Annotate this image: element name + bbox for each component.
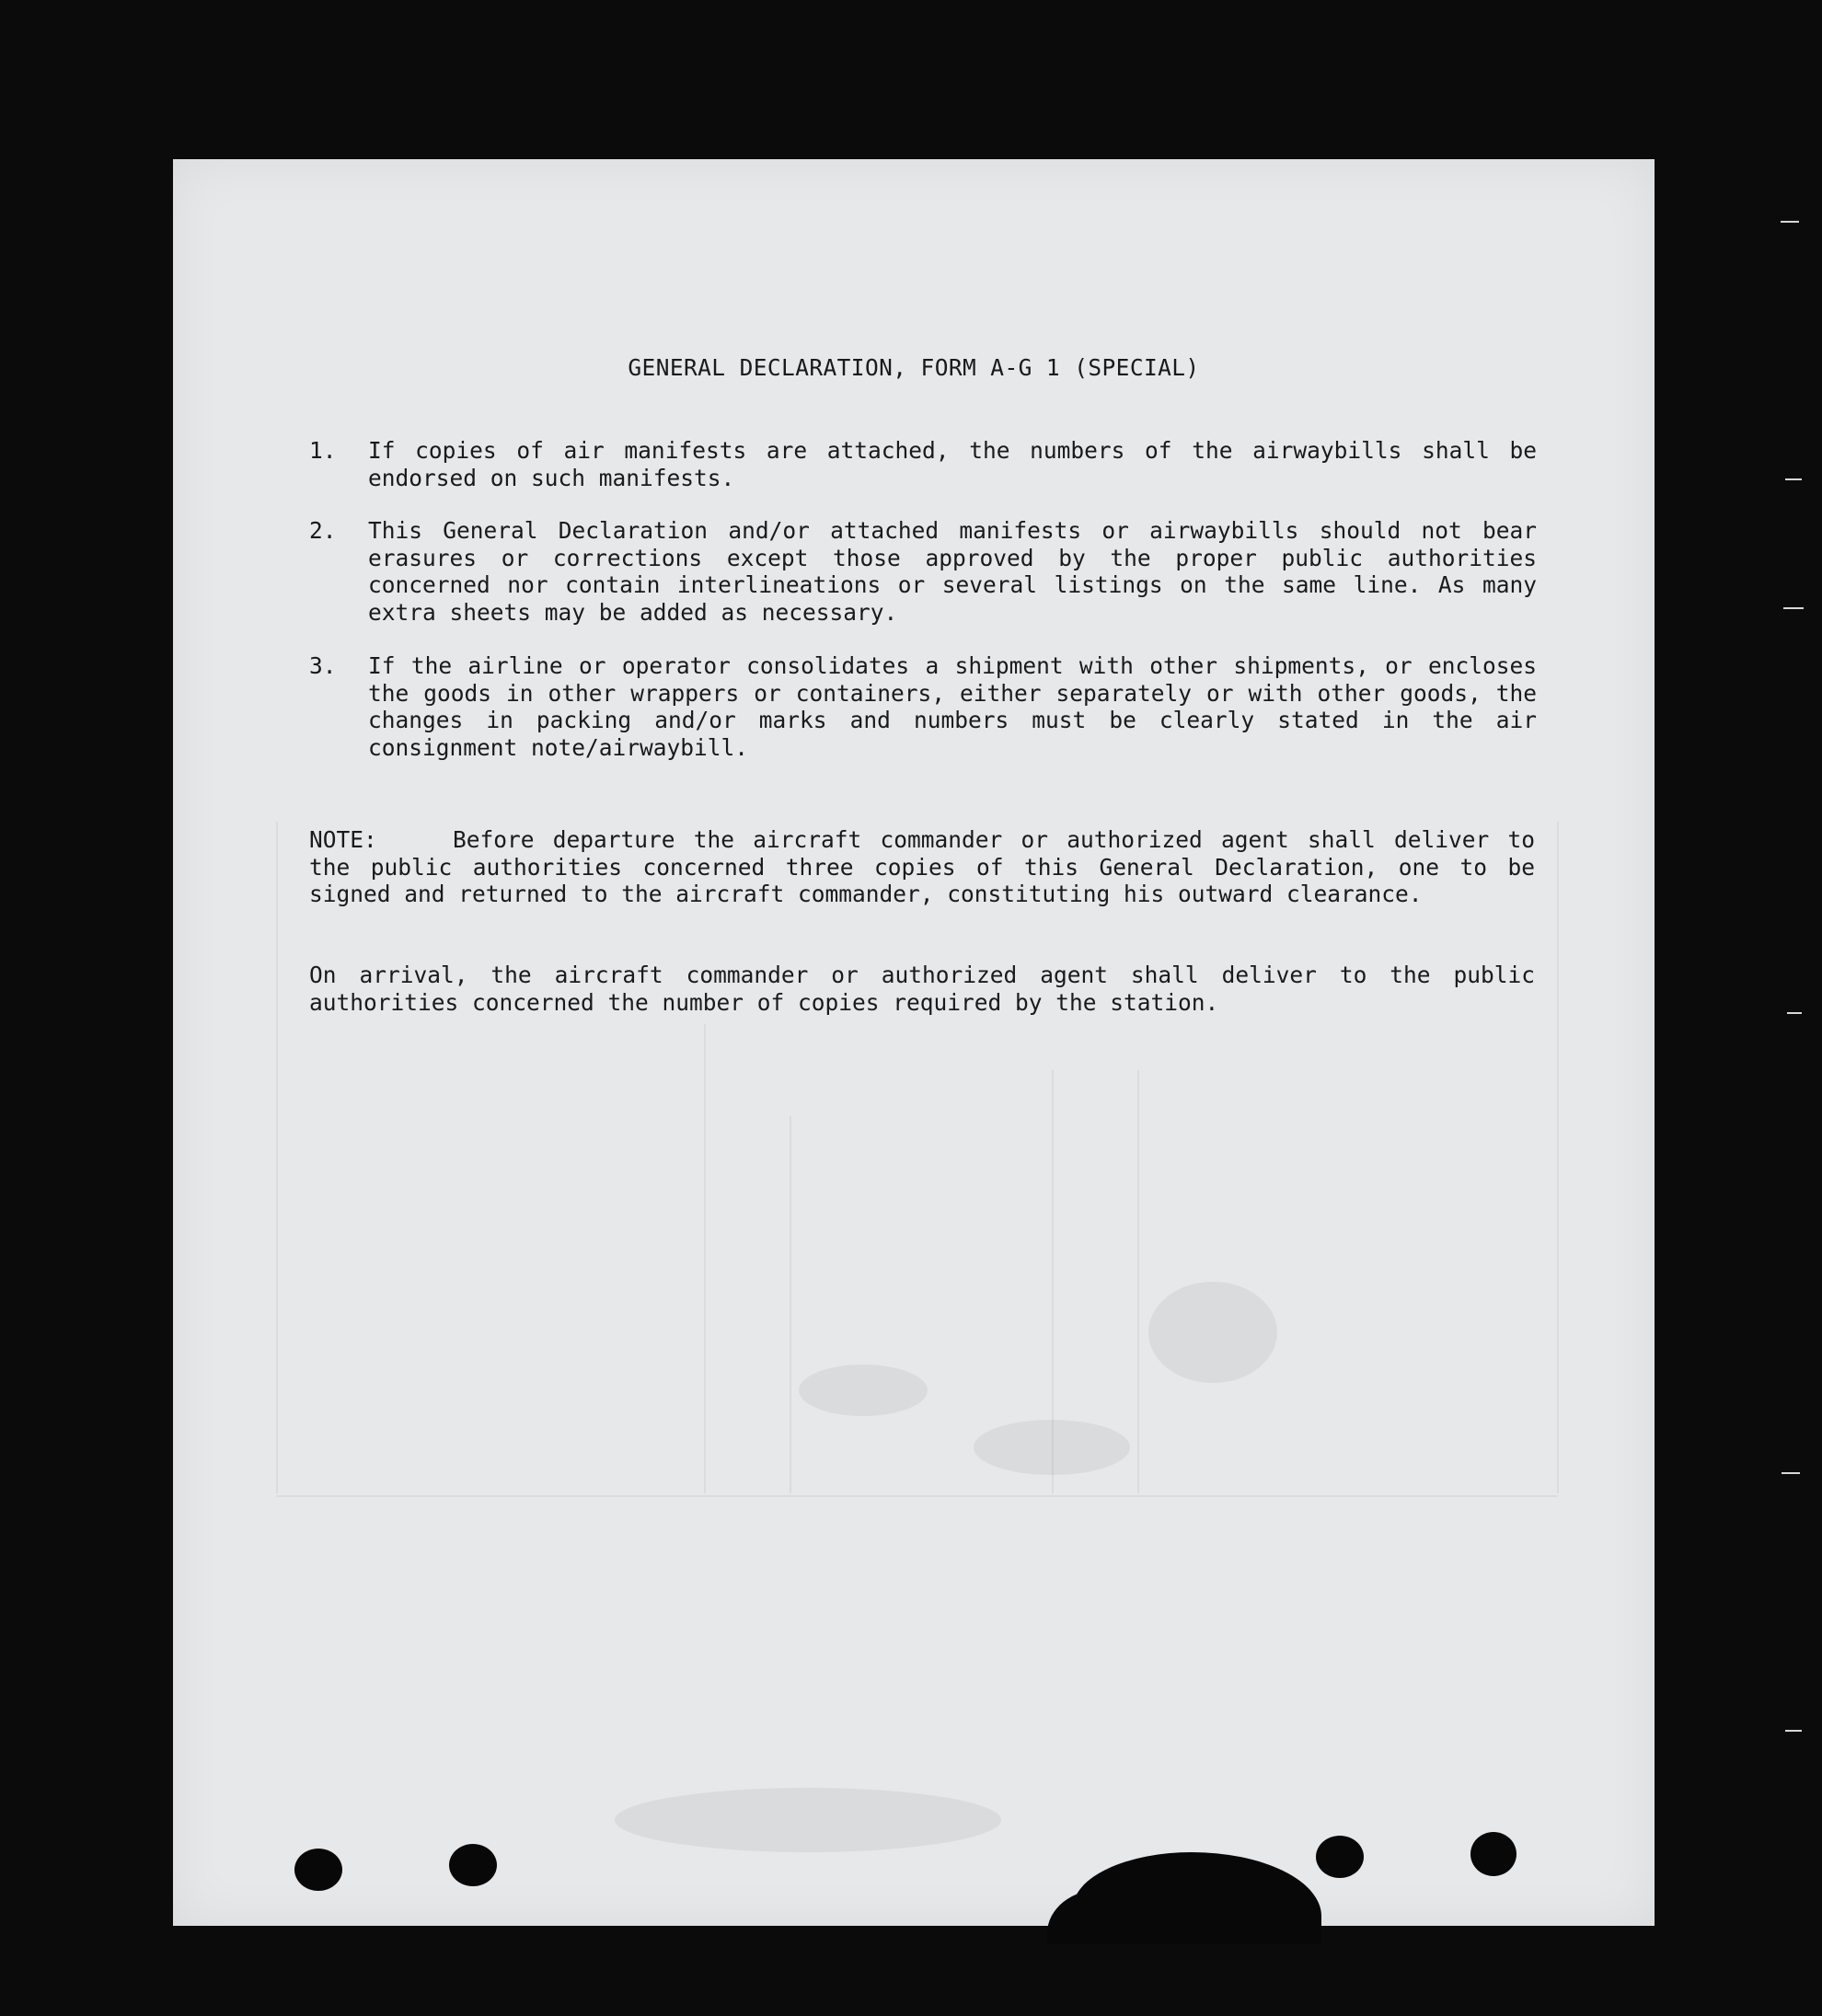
scan-edge-mark [1785, 478, 1802, 480]
bleed-through-line [276, 1495, 1557, 1497]
note-text: Before departure the aircraft commander or authorized agent shall deliver to the public authorities concerned three copies of this General Declaration, one to be signed and returned to the aircraft commander, constituting his outward clearance. [309, 826, 1535, 907]
item-text: This General Declaration and/or attached manifests or airwaybills should not bear erasures or corrections except those approved by the proper public authorities concerned nor contain interlineations or several listings on the same line. As many extra sheets may be added as necessary. [368, 517, 1537, 626]
item-text: If the airline or operator consolidates a shipment with other shipments, or encloses the goods in other wrappers or containers, either separately or with other goods, the changes in packing and/or marks and numbers must be clearly stated in the air consignment note/airwaybill. [368, 652, 1537, 761]
item-number: 1. [309, 437, 337, 464]
bleed-through-line [790, 1116, 791, 1493]
bleed-through-stamp [1148, 1282, 1277, 1383]
item-number: 3. [309, 652, 337, 679]
scan-edge-mark [1781, 221, 1799, 223]
bleed-through-stamp [974, 1420, 1130, 1475]
document-paper [173, 159, 1655, 1926]
bleed-through-stamp [799, 1365, 928, 1416]
note-label: NOTE: [309, 826, 377, 853]
bleed-through-line [1557, 822, 1559, 1493]
punch-hole [449, 1844, 497, 1886]
punch-hole [1470, 1832, 1516, 1876]
scan-edge-mark [1783, 607, 1804, 609]
item-number: 2. [309, 517, 337, 544]
bleed-through-stamp [615, 1788, 1001, 1852]
bleed-through-line [704, 1024, 706, 1493]
punch-hole [294, 1849, 342, 1891]
bleed-through-line [276, 822, 278, 1493]
item-text: If copies of air manifests are attached, the numbers of the airwaybills shall be endorsed on such manifests. [368, 437, 1537, 491]
torn-edge [1047, 1889, 1139, 1944]
form-title: GENERAL DECLARATION, FORM A-G 1 (SPECIAL) [628, 354, 1200, 381]
punch-hole [1316, 1836, 1364, 1878]
arrival-paragraph: On arrival, the aircraft commander or authorized agent shall deliver to the public authorities concerned the number of copies required by the station. [309, 962, 1535, 1016]
note-paragraph [309, 826, 1535, 908]
scan-edge-mark [1785, 1730, 1802, 1732]
scan-edge-mark [1782, 1472, 1800, 1474]
scan-edge-mark [1787, 1012, 1802, 1014]
bleed-through-line [1137, 1070, 1139, 1493]
